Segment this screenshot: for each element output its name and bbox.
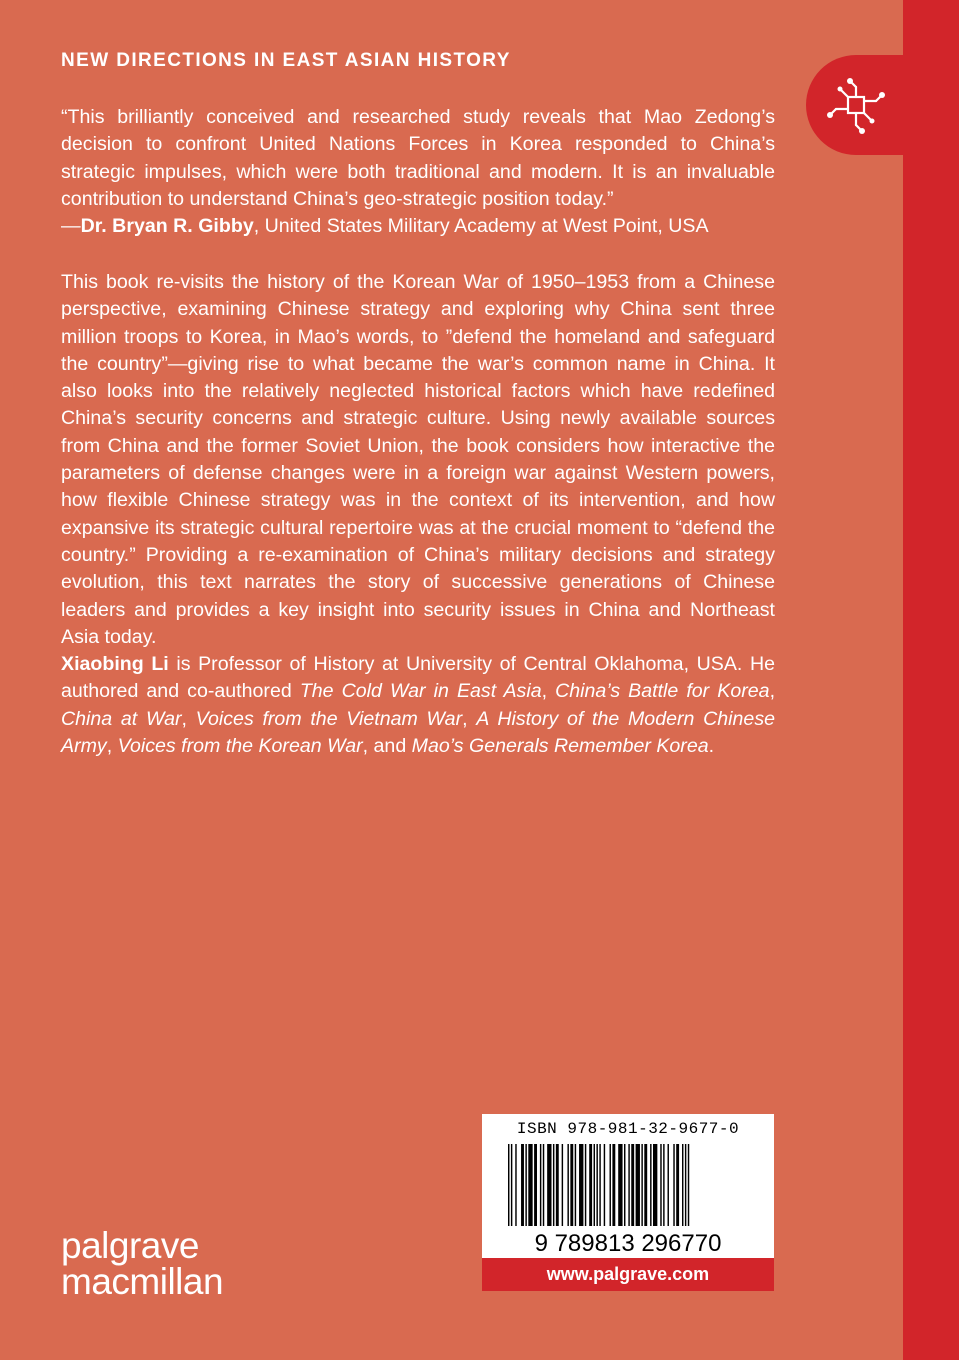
barcode-bar	[511, 1144, 512, 1226]
publisher-logo	[61, 1225, 224, 1302]
bio-book-title: Mao’s Generals Remember Korea	[411, 734, 709, 757]
barcode-bar	[525, 1144, 526, 1226]
barcode-bar	[515, 1144, 516, 1226]
barcode-bar	[604, 1144, 605, 1226]
bio-separator: ,	[462, 707, 477, 730]
barcode-bar	[612, 1144, 615, 1226]
barcode-box	[482, 1114, 774, 1291]
bio-book-title: Voices from the Vietnam War	[195, 707, 463, 730]
barcode-bar	[528, 1144, 532, 1226]
barcode-bar	[641, 1144, 642, 1226]
publisher-logo-tab	[806, 55, 906, 155]
barcode-bar	[663, 1144, 664, 1226]
barcode-image	[504, 1144, 752, 1254]
barcode-bar	[610, 1144, 611, 1226]
barcode-bar	[676, 1144, 679, 1226]
barcode-bar	[673, 1144, 674, 1226]
isbn-label: ISBN 978-981-32-9677-0	[516, 1120, 740, 1138]
barcode-bar	[685, 1144, 686, 1226]
quote-dash: —	[61, 215, 81, 238]
bio-separator: ,	[541, 680, 556, 703]
palgrave-network-icon	[824, 73, 888, 137]
bio-separator: ,	[106, 734, 118, 757]
quote-affiliation: , United States Military Academy at West Point, USA	[253, 215, 709, 238]
publisher-url: www.palgrave.com	[482, 1258, 774, 1291]
barcode-bar	[562, 1144, 563, 1226]
quote-text: “This brilliantly conceived and researched study reveals that Mao Zedong’s decision to confront United Nations Forces in Korea responded to China’s strategic impulses, which were both traditional and modern. It is an invaluable contribution to understand China’s geo-strategic position today.”	[61, 106, 775, 210]
barcode-bar	[547, 1144, 551, 1226]
quote-author: Dr. Bryan R. Gibby	[80, 215, 254, 238]
barcode-bar	[682, 1144, 683, 1226]
barcode-bar	[636, 1144, 640, 1226]
bio-book-title: A History of the Modern Chinese Army	[61, 707, 776, 757]
bio-author-name: Xiaobing Li	[61, 653, 169, 675]
barcode-bar	[668, 1144, 669, 1226]
bio-separator: ,	[769, 680, 776, 703]
spine-strip	[903, 0, 959, 1360]
barcode-bar	[653, 1144, 657, 1226]
barcode-bar	[628, 1144, 629, 1226]
bio-book-title: The Cold War in East Asia	[299, 680, 542, 703]
barcode-bar	[508, 1144, 509, 1226]
barcode-bar	[553, 1144, 554, 1226]
publisher-line2: macmillan	[61, 1261, 224, 1302]
barcode-bar	[589, 1144, 592, 1226]
barcode-bar	[644, 1144, 647, 1226]
bio-book-title: Voices from the Korean War	[117, 734, 363, 757]
barcode-bar	[570, 1144, 573, 1226]
barcode-bar	[599, 1144, 600, 1226]
barcode-bar	[618, 1144, 622, 1226]
barcode-bar	[579, 1144, 583, 1226]
barcode-bar	[631, 1144, 634, 1226]
barcode-bar	[521, 1144, 524, 1226]
quote-attribution	[61, 213, 775, 240]
publisher-line1: palgrave	[61, 1225, 199, 1266]
barcode-bar	[575, 1144, 576, 1226]
bio-separator: ,	[181, 707, 196, 730]
series-title: NEW DIRECTIONS IN EAST ASIAN HISTORY	[61, 50, 511, 71]
barcode-bar	[585, 1144, 586, 1226]
bio-separator: , and	[362, 734, 412, 757]
barcode-bar	[540, 1144, 541, 1226]
barcode-bar	[534, 1144, 537, 1226]
barcode-bar	[556, 1144, 559, 1226]
barcode-bar	[596, 1144, 597, 1226]
endorsement-quote	[61, 104, 775, 240]
barcode-bar	[624, 1144, 625, 1226]
barcode-bar	[543, 1144, 544, 1226]
bio-book-title: China at War	[61, 707, 182, 730]
barcode-bar	[660, 1144, 661, 1226]
barcode-bar	[594, 1144, 595, 1226]
barcode-bar	[688, 1144, 689, 1226]
author-bio	[61, 651, 775, 760]
barcode-bar	[567, 1144, 568, 1226]
barcode-bar	[650, 1144, 651, 1226]
bio-end: .	[708, 734, 715, 757]
bio-book-title: China’s Battle for Korea	[555, 680, 770, 703]
bio-intro: is Professor of History at University of Central Oklahoma, USA. He authored and co-authored	[61, 653, 776, 703]
ean-digits: 9 789813 296770	[534, 1230, 722, 1254]
book-description: This book re-visits the history of the Korean War of 1950–1953 from a Chinese perspective, examining Chinese strategy and exploring why China sent three million troops to Korea, in Mao’s words, to ”defend the homeland and safeguard the country”—giving rise to what became the war’s common name in China. It also looks into the relatively neglected historical factors which have redefined China’s security concerns and strategic culture. Using newly available sources from China and the former Soviet Union, the book considers how interactive the parameters of defense changes were in a foreign war against Western powers, how flexible Chinese strategy was in the context of its intervention, and how expansive its strategic cultural repertoire was at the crucial moment to “defend the country.” Providing a re-examination of China’s military decisions and strategy evolution, this text narrates the story of successive generations of Chinese leaders and provides a key insight into security issues in China and Northeast Asia today.	[61, 271, 775, 648]
